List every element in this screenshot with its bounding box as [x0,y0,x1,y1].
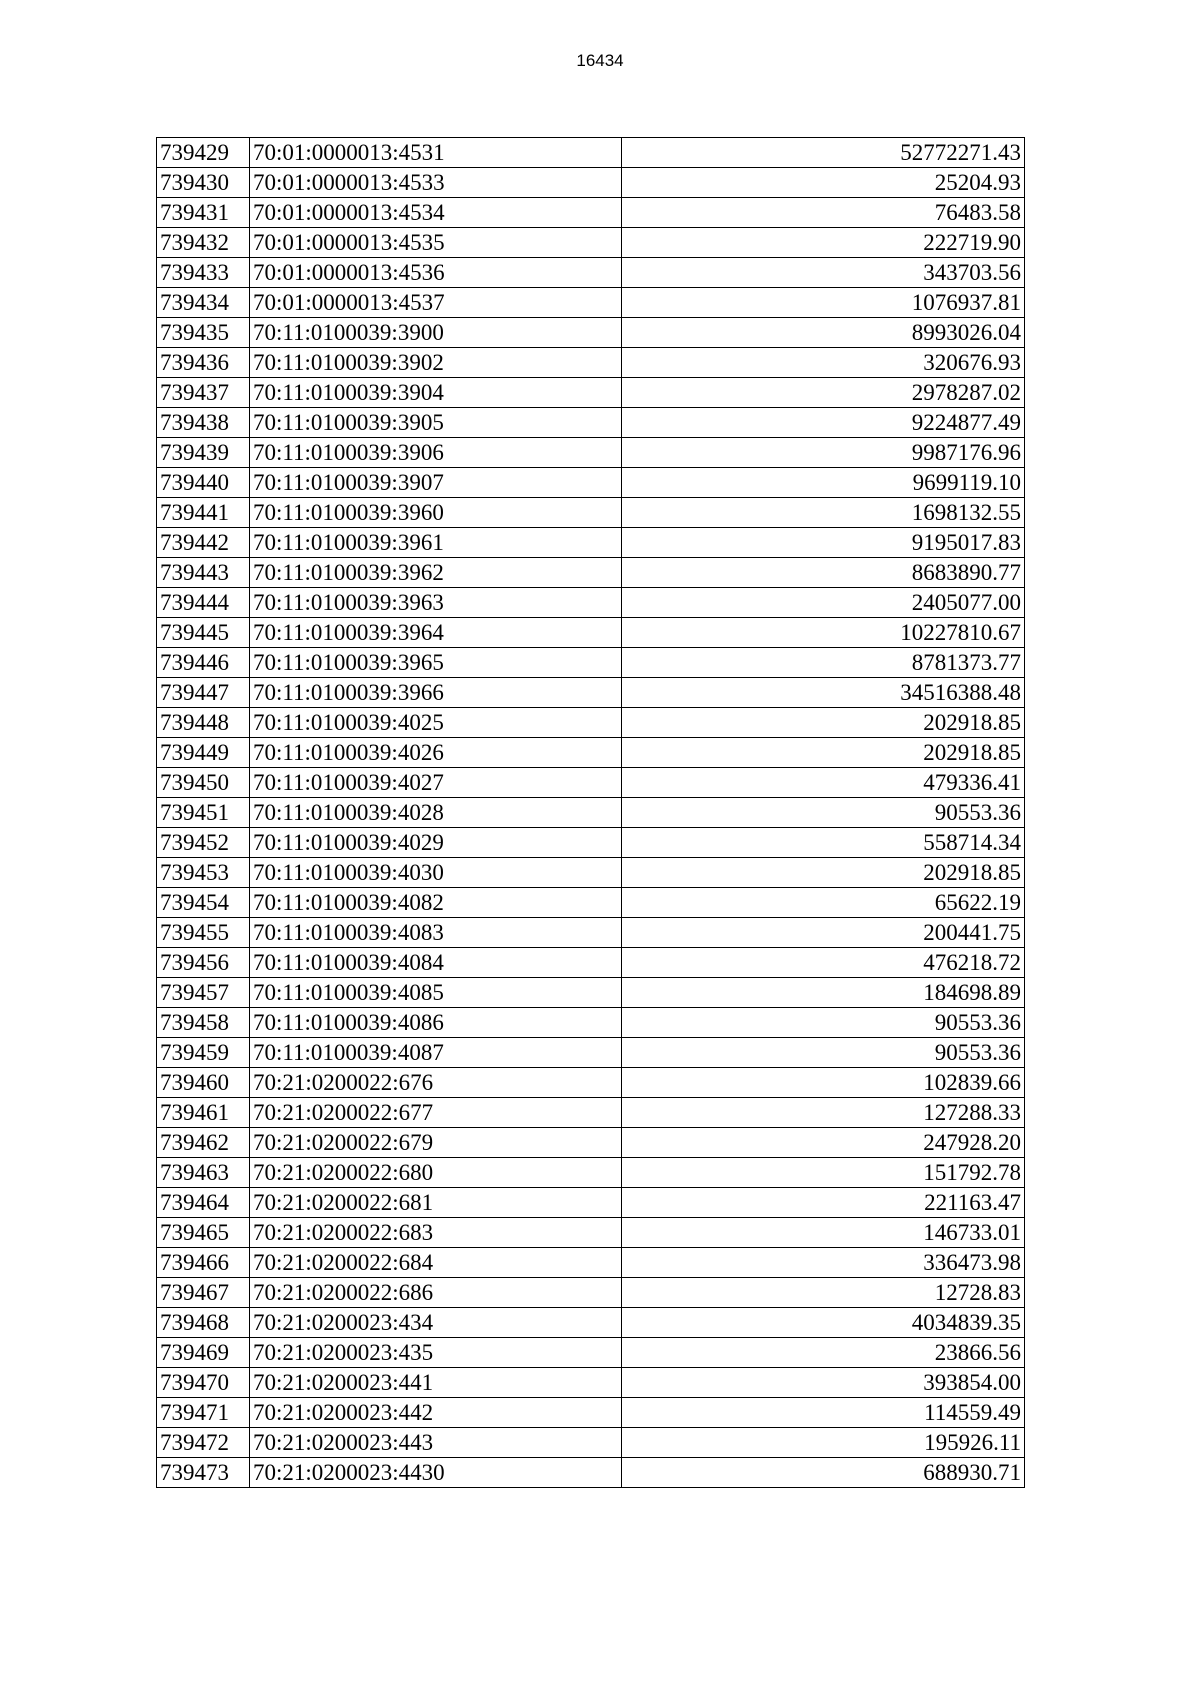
cadastral-number-cell: 70:11:0100039:3962 [250,558,622,588]
cadastral-number-cell: 70:11:0100039:3900 [250,318,622,348]
cadastral-value-cell: 1076937.81 [622,288,1025,318]
cadastral-value-cell: 343703.56 [622,258,1025,288]
cadastral-number-cell: 70:11:0100039:3963 [250,588,622,618]
table-row [157,618,1025,648]
cadastral-number-cell: 70:11:0100039:4030 [250,858,622,888]
table-row [157,1068,1025,1098]
table-row [157,918,1025,948]
cadastral-number-cell: 70:01:0000013:4537 [250,288,622,318]
table-row [157,1098,1025,1128]
cadastral-value-cell: 114559.49 [622,1398,1025,1428]
cadastral-value-cell: 4034839.35 [622,1308,1025,1338]
table-row [157,888,1025,918]
cadastral-number-cell: 70:11:0100039:3961 [250,528,622,558]
table-row [157,288,1025,318]
cadastral-number-cell: 70:21:0200023:4430 [250,1458,622,1488]
table-row [157,948,1025,978]
table-row [157,708,1025,738]
table-row [157,858,1025,888]
row-number-cell: 739470 [157,1368,250,1398]
cadastral-number-cell: 70:11:0100039:3905 [250,408,622,438]
cadastral-value-cell: 202918.85 [622,708,1025,738]
cadastral-number-cell: 70:21:0200022:683 [250,1218,622,1248]
table-row [157,1368,1025,1398]
table-row [157,1188,1025,1218]
row-number-cell: 739451 [157,798,250,828]
row-number-cell: 739468 [157,1308,250,1338]
cadastral-number-cell: 70:11:0100039:4028 [250,798,622,828]
cadastral-value-cell: 9987176.96 [622,438,1025,468]
cadastral-number-cell: 70:11:0100039:3902 [250,348,622,378]
cadastral-number-cell: 70:11:0100039:4026 [250,738,622,768]
row-number-cell: 739472 [157,1428,250,1458]
cadastral-value-cell: 10227810.67 [622,618,1025,648]
cadastral-number-cell: 70:11:0100039:4029 [250,828,622,858]
cadastral-value-cell: 23866.56 [622,1338,1025,1368]
cadastral-number-cell: 70:11:0100039:3904 [250,378,622,408]
row-number-cell: 739436 [157,348,250,378]
cadastral-value-cell: 8683890.77 [622,558,1025,588]
row-number-cell: 739455 [157,918,250,948]
cadastral-value-cell: 195926.11 [622,1428,1025,1458]
table-row [157,1428,1025,1458]
row-number-cell: 739450 [157,768,250,798]
table-row [157,498,1025,528]
row-number-cell: 739453 [157,858,250,888]
table-row [157,588,1025,618]
table-row [157,1038,1025,1068]
cadastral-value-cell: 2978287.02 [622,378,1025,408]
row-number-cell: 739454 [157,888,250,918]
cadastral-value-cell: 8993026.04 [622,318,1025,348]
cadastral-value-cell: 320676.93 [622,348,1025,378]
cadastral-value-cell: 90553.36 [622,798,1025,828]
row-number-cell: 739465 [157,1218,250,1248]
cadastral-number-cell: 70:11:0100039:4082 [250,888,622,918]
cadastral-value-cell: 247928.20 [622,1128,1025,1158]
row-number-cell: 739445 [157,618,250,648]
table-row [157,828,1025,858]
cadastral-value-cell: 90553.36 [622,1038,1025,1068]
cadastral-number-cell: 70:11:0100039:3960 [250,498,622,528]
cadastral-value-cell: 476218.72 [622,948,1025,978]
cadastral-value-cell: 127288.33 [622,1098,1025,1128]
table-row [157,408,1025,438]
table-row [157,678,1025,708]
cadastral-number-cell: 70:11:0100039:4085 [250,978,622,1008]
cadastral-value-cell: 202918.85 [622,738,1025,768]
cadastral-number-cell: 70:01:0000013:4536 [250,258,622,288]
row-number-cell: 739473 [157,1458,250,1488]
table-row [157,1128,1025,1158]
table-row [157,228,1025,258]
table-row [157,1248,1025,1278]
table-row [157,168,1025,198]
cadastral-number-cell: 70:21:0200023:434 [250,1308,622,1338]
cadastral-number-cell: 70:01:0000013:4533 [250,168,622,198]
cadastral-value-cell: 90553.36 [622,1008,1025,1038]
row-number-cell: 739449 [157,738,250,768]
row-number-cell: 739441 [157,498,250,528]
cadastral-number-cell: 70:21:0200022:684 [250,1248,622,1278]
cadastral-number-cell: 70:21:0200022:681 [250,1188,622,1218]
cadastral-number-cell: 70:21:0200023:442 [250,1398,622,1428]
row-number-cell: 739438 [157,408,250,438]
cadastral-value-cell: 393854.00 [622,1368,1025,1398]
cadastral-number-cell: 70:01:0000013:4534 [250,198,622,228]
cadastral-value-cell: 202918.85 [622,858,1025,888]
cadastral-value-cell: 2405077.00 [622,588,1025,618]
cadastral-number-cell: 70:11:0100039:4087 [250,1038,622,1068]
row-number-cell: 739459 [157,1038,250,1068]
cadastral-number-cell: 70:11:0100039:3966 [250,678,622,708]
row-number-cell: 739460 [157,1068,250,1098]
cadastral-value-cell: 8781373.77 [622,648,1025,678]
cadastral-number-cell: 70:01:0000013:4535 [250,228,622,258]
table-row [157,468,1025,498]
cadastral-number-cell: 70:11:0100039:4084 [250,948,622,978]
cadastral-value-cell: 65622.19 [622,888,1025,918]
table-row [157,438,1025,468]
cadastral-number-cell: 70:11:0100039:3907 [250,468,622,498]
table-row [157,1308,1025,1338]
row-number-cell: 739443 [157,558,250,588]
cadastral-value-cell: 76483.58 [622,198,1025,228]
cadastral-number-cell: 70:11:0100039:3964 [250,618,622,648]
cadastral-value-cell: 25204.93 [622,168,1025,198]
cadastral-value-cell: 34516388.48 [622,678,1025,708]
table-row [157,1458,1025,1488]
cadastral-number-cell: 70:11:0100039:3906 [250,438,622,468]
row-number-cell: 739434 [157,288,250,318]
row-number-cell: 739446 [157,648,250,678]
cadastral-number-cell: 70:11:0100039:3965 [250,648,622,678]
table-row [157,1008,1025,1038]
row-number-cell: 739440 [157,468,250,498]
table-row [157,768,1025,798]
cadastral-number-cell: 70:11:0100039:4083 [250,918,622,948]
cadastral-value-cell: 479336.41 [622,768,1025,798]
row-number-cell: 739433 [157,258,250,288]
row-number-cell: 739466 [157,1248,250,1278]
row-number-cell: 739471 [157,1398,250,1428]
cadastral-number-cell: 70:21:0200023:435 [250,1338,622,1368]
cadastral-number-cell: 70:01:0000013:4531 [250,138,622,168]
cadastral-number-cell: 70:21:0200022:676 [250,1068,622,1098]
cadastral-number-cell: 70:11:0100039:4025 [250,708,622,738]
cadastral-value-cell: 1698132.55 [622,498,1025,528]
cadastral-number-cell: 70:21:0200022:680 [250,1158,622,1188]
cadastral-value-cell: 12728.83 [622,1278,1025,1308]
cadastral-value-cell: 184698.89 [622,978,1025,1008]
table-row [157,1158,1025,1188]
table-row [157,978,1025,1008]
table-body [157,138,1025,1488]
row-number-cell: 739442 [157,528,250,558]
table-row [157,1278,1025,1308]
cadastral-value-cell: 146733.01 [622,1218,1025,1248]
row-number-cell: 739437 [157,378,250,408]
cadastral-value-cell: 9224877.49 [622,408,1025,438]
table-row [157,528,1025,558]
cadastral-value-cell: 151792.78 [622,1158,1025,1188]
row-number-cell: 739467 [157,1278,250,1308]
row-number-cell: 739461 [157,1098,250,1128]
table-row [157,378,1025,408]
cadastral-value-cell: 221163.47 [622,1188,1025,1218]
table-row [157,648,1025,678]
table-row [157,558,1025,588]
table-row [157,1218,1025,1248]
cadastral-value-cell: 9699119.10 [622,468,1025,498]
table-row [157,1338,1025,1368]
table-row [157,318,1025,348]
row-number-cell: 739469 [157,1338,250,1368]
row-number-cell: 739452 [157,828,250,858]
table-row [157,348,1025,378]
cadastral-number-cell: 70:11:0100039:4027 [250,768,622,798]
row-number-cell: 739448 [157,708,250,738]
cadastral-value-cell: 52772271.43 [622,138,1025,168]
row-number-cell: 739457 [157,978,250,1008]
cadastral-number-cell: 70:21:0200022:679 [250,1128,622,1158]
row-number-cell: 739435 [157,318,250,348]
row-number-cell: 739430 [157,168,250,198]
cadastral-number-cell: 70:21:0200022:677 [250,1098,622,1128]
row-number-cell: 739439 [157,438,250,468]
table-row [157,198,1025,228]
row-number-cell: 739444 [157,588,250,618]
cadastral-value-cell: 688930.71 [622,1458,1025,1488]
cadastral-value-cell: 558714.34 [622,828,1025,858]
cadastral-value-table [156,137,1025,1488]
row-number-cell: 739429 [157,138,250,168]
cadastral-value-cell: 336473.98 [622,1248,1025,1278]
row-number-cell: 739432 [157,228,250,258]
cadastral-number-cell: 70:11:0100039:4086 [250,1008,622,1038]
cadastral-value-cell: 200441.75 [622,918,1025,948]
cadastral-number-cell: 70:21:0200022:686 [250,1278,622,1308]
row-number-cell: 739456 [157,948,250,978]
row-number-cell: 739462 [157,1128,250,1158]
cadastral-value-cell: 222719.90 [622,228,1025,258]
table-row [157,1398,1025,1428]
row-number-cell: 739463 [157,1158,250,1188]
table-row [157,138,1025,168]
row-number-cell: 739447 [157,678,250,708]
row-number-cell: 739431 [157,198,250,228]
cadastral-value-cell: 102839.66 [622,1068,1025,1098]
table-row [157,738,1025,768]
cadastral-number-cell: 70:21:0200023:441 [250,1368,622,1398]
row-number-cell: 739458 [157,1008,250,1038]
cadastral-number-cell: 70:21:0200023:443 [250,1428,622,1458]
row-number-cell: 739464 [157,1188,250,1218]
cadastral-value-cell: 9195017.83 [622,528,1025,558]
table-row [157,258,1025,288]
table-row [157,798,1025,828]
page-number: 16434 [576,51,624,70]
